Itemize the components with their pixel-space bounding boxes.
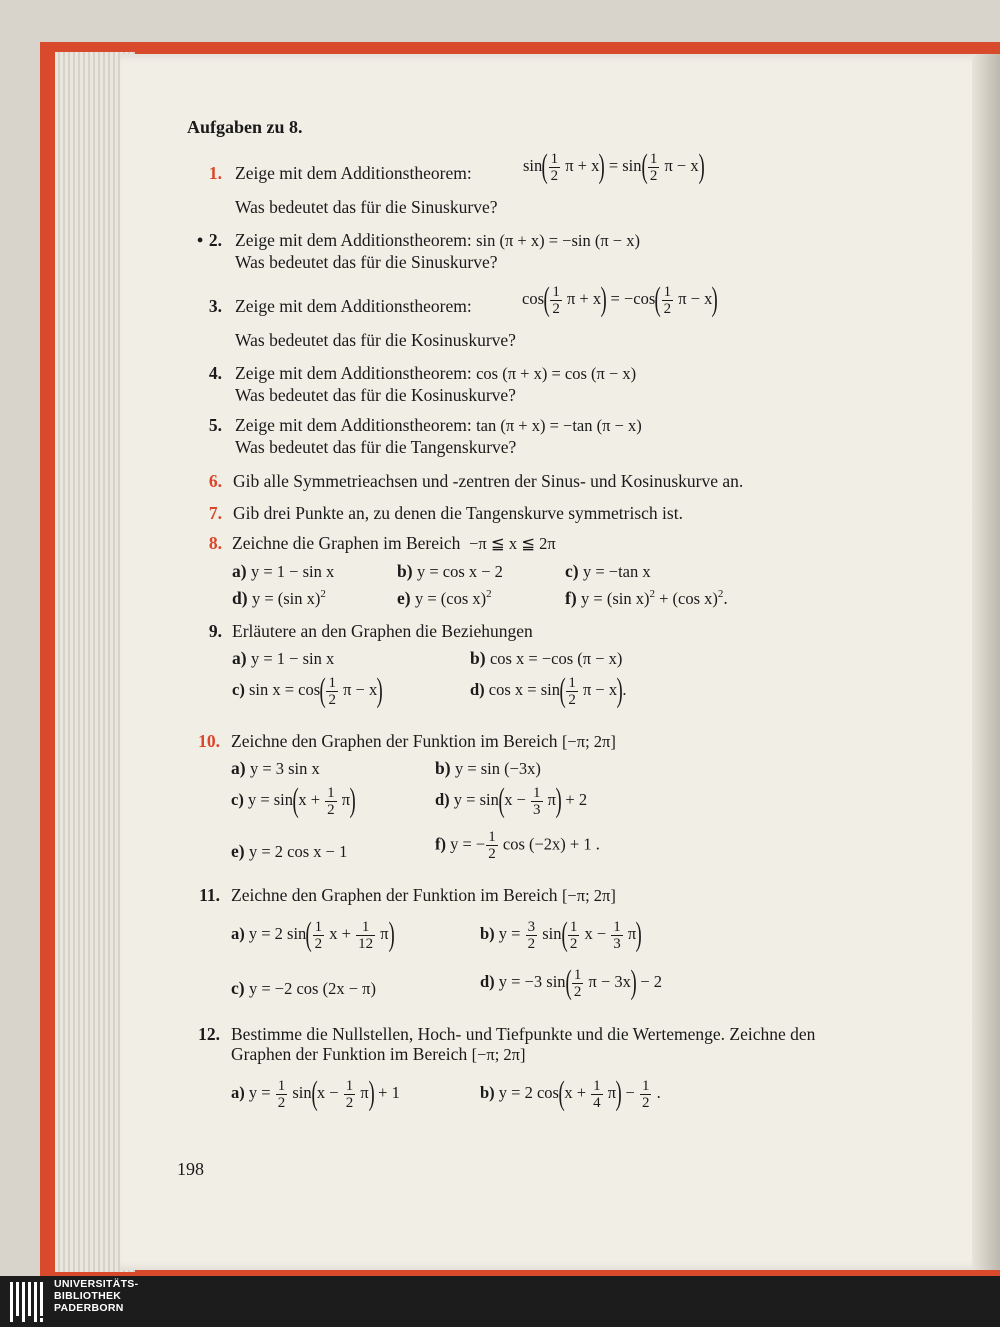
fraction: $\frac{1}{2}$: [488, 829, 496, 862]
library-footer: [0, 1276, 1000, 1327]
fraction: $\frac{1}{2}$: [641, 1077, 650, 1111]
fraction: $\frac{3}{2}$: [527, 918, 536, 952]
exercise-10c: c) y = sin(x + $\frac{1}{2}$ π): [231, 782, 356, 819]
exercise-8c: c) y = −tan x: [565, 561, 651, 581]
exercise-10-text: Zeichne den Graphen der Funktion im Bereich [−π; 2π]: [231, 731, 616, 751]
exercise-8-text: Zeichne die Graphen im Bereich −π ≦ x ≦ 2π: [232, 533, 556, 553]
exercise-8a: a) y = 1 − sin x: [232, 561, 335, 581]
fraction: $\frac{1}{2}$: [327, 784, 335, 818]
exercise-4-text: Zeige mit dem Additionstheorem: cos (π + x) = cos (π − x): [235, 363, 637, 383]
exercise-3-instruction: Zeige mit dem Additionstheorem:: [235, 296, 472, 316]
fraction: $\frac{1}{2}$: [569, 918, 578, 952]
fraction: $\frac{1}{2}$: [277, 1077, 286, 1111]
fraction: $\frac{1}{3}$: [613, 918, 621, 952]
exercise-8-range: −π ≦ x ≦ 2π: [469, 534, 556, 553]
exercise-1-formula: sin( $\frac{1}{2}$ π + x) = sin( $\frac{1}{2}$ π − x): [523, 148, 705, 185]
exercise-12b: b) y = 2 cos(x + $\frac{1}{4}$ π) − $\frac{1}{2}$ .: [480, 1075, 661, 1112]
exercise-12a: a) y = $\frac{1}{2}$ sin(x − $\frac{1}{2}$ π) + 1: [231, 1075, 400, 1112]
exercise-11d: d) y = −3 sin( $\frac{1}{2}$ π − 3x) − 2: [480, 964, 663, 1001]
bullet-mark: •: [197, 230, 204, 250]
exercise-10e: e) y = 2 cos x − 1: [231, 841, 348, 861]
exercise-number-11: 11.: [199, 885, 220, 905]
exercise-1-instruction: Zeige mit dem Additionstheorem:: [235, 163, 472, 183]
exercise-number-12: 12.: [198, 1024, 220, 1044]
exercise-5-question: Was bedeutet das für die Tangenskurve?: [235, 437, 517, 457]
exercise-12-range: [−π; 2π]: [471, 1045, 526, 1064]
exercise-1-text: [235, 162, 472, 184]
exercise-7-text: Gib drei Punkte an, zu denen die Tangenskurve symmetrisch ist.: [233, 503, 683, 523]
exercise-2-text: Zeige mit dem Additionstheorem: sin (π + x) = −sin (π − x): [235, 230, 640, 250]
exercise-3-formula: cos( $\frac{1}{2}$ π + x) = −cos( $\frac{1}{2}$ π − x): [522, 281, 719, 318]
exercise-number-1: 1.: [208, 163, 222, 183]
fraction: $\frac{1}{12}$: [358, 918, 374, 952]
exercise-10a: a) y = 3 sin x: [231, 758, 320, 778]
section-heading: Aufgaben zu 8.: [187, 117, 303, 137]
fraction: $\frac{1}{2}$: [568, 674, 576, 708]
exercise-number-8: 8.: [208, 533, 222, 553]
exercise-9a: a) y = 1 − sin x: [232, 648, 335, 668]
exercise-11b: b) y = $\frac{3}{2}$ sin( $\frac{1}{2}$ x − $\frac{1}{3}$ π): [480, 916, 643, 953]
exercise-11-text: Zeichne den Graphen der Funktion im Bereich [−π; 2π]: [231, 885, 616, 905]
exercise-10b: b) y = sin (−3x): [435, 758, 541, 778]
exercise-8e: e) y = (cos x)$^2$: [397, 588, 492, 608]
exercise-12-text-line1: Bestimme die Nullstellen, Hoch- und Tiefpunkte und die Wertemenge. Zeichne den: [231, 1024, 816, 1044]
fraction: $\frac{1}{3}$: [533, 784, 541, 818]
exercise-8d: d) y = (sin x)$^2$: [232, 588, 326, 608]
exercise-number-5: 5.: [208, 415, 222, 435]
exercise-10d: d) y = sin(x − $\frac{1}{3}$ π) + 2: [435, 782, 588, 819]
exercise-11a: a) y = 2 sin( $\frac{1}{2}$ x + $\frac{1}{12}$ π): [231, 916, 395, 953]
exercise-number-7: 7.: [208, 503, 222, 523]
exercise-2-formula: sin (π + x) = −sin (π − x): [476, 231, 640, 250]
fraction: $\frac{1}{4}$: [593, 1077, 601, 1111]
exercise-number-4: 4.: [208, 363, 222, 383]
exercise-number-3: 3.: [208, 296, 222, 316]
exercise-12-text-line2: Graphen der Funktion im Bereich [−π; 2π]: [231, 1044, 526, 1064]
exercise-8f: f) y = (sin x)$^2$ + (cos x)$^2$.: [565, 588, 728, 608]
exercise-5-formula: tan (π + x) = −tan (π − x): [476, 416, 642, 435]
fraction: $\frac{1}{2}$: [573, 966, 582, 1000]
fraction: $\frac{1}{2}$: [663, 283, 672, 317]
exercise-11-range: [−π; 2π]: [561, 886, 616, 905]
exercise-11c: c) y = −2 cos (2x − π): [231, 978, 376, 998]
exercise-number-10: 10.: [198, 731, 220, 751]
exercise-4-formula: cos (π + x) = cos (π − x): [476, 364, 637, 383]
exercise-3-question: Was bedeutet das für die Kosinuskurve?: [235, 330, 516, 350]
fraction: $\frac{1}{2}$: [328, 674, 336, 708]
exercise-number-6: 6.: [208, 471, 222, 491]
fraction: $\frac{1}{2}$: [552, 283, 560, 317]
exercise-1-question: Was bedeutet das für die Sinuskurve?: [235, 197, 498, 217]
exercise-4-question: Was bedeutet das für die Kosinuskurve?: [235, 385, 516, 405]
exercise-9-text: Erläutere an den Graphen die Beziehungen: [232, 621, 533, 641]
fraction: $\frac{1}{2}$: [649, 150, 658, 184]
exercise-number-9: 9.: [208, 621, 222, 641]
library-logo-text: UNIVERSITÄTS- BIBLIOTHEK PADERBORN: [54, 1278, 139, 1314]
page-number: 198: [177, 1159, 204, 1179]
exercise-6-text: Gib alle Symmetrieachsen und -zentren der Sinus- und Kosinuskurve an.: [233, 471, 744, 491]
exercise-10-range: [−π; 2π]: [561, 732, 616, 751]
exercise-9d: d) cos x = sin( $\frac{1}{2}$ π − x).: [470, 672, 627, 709]
exercise-9b: b) cos x = −cos (π − x): [470, 648, 623, 668]
exercise-2-question: Was bedeutet das für die Sinuskurve?: [235, 252, 498, 272]
library-logo-icon: [10, 1282, 50, 1322]
exercise-number-2: 2.: [208, 230, 222, 250]
fraction: $\frac{1}{2}$: [345, 1077, 354, 1111]
fraction: $\frac{1}{2}$: [314, 918, 323, 952]
exercise-10f: f) y = − $\frac{1}{2}$ cos (−2x) + 1 .: [435, 829, 600, 862]
fraction: $\frac{1}{2}$: [550, 150, 559, 184]
exercise-9c: c) sin x = cos( $\frac{1}{2}$ π − x): [232, 672, 384, 709]
exercise-8b: b) y = cos x − 2: [397, 561, 503, 581]
exercise-5-text: Zeige mit dem Additionstheorem: tan (π + x) = −tan (π − x): [235, 415, 642, 435]
